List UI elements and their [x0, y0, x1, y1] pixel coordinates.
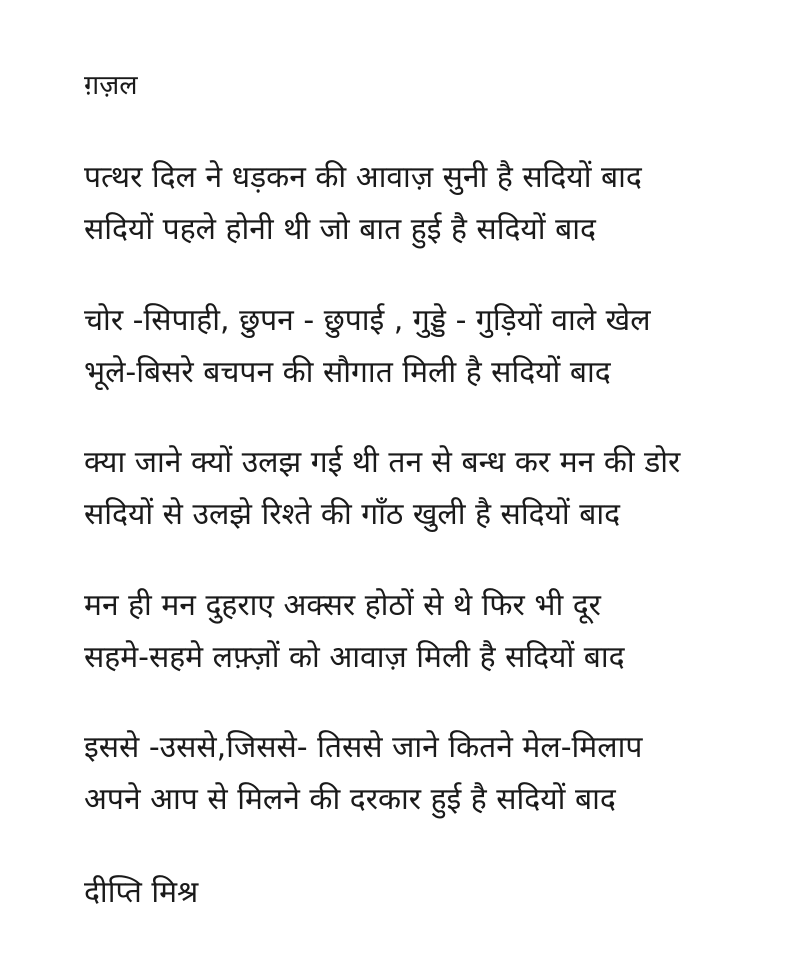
stanza-2-line-1: चोर -सिपाही, छुपन - छुपाई , गुड्डे - गुड़ियों वाले खेल	[84, 303, 651, 338]
stanza-5-line-1: इससे -उससे,जिससे- तिससे जाने कितने मेल-मिलाप	[84, 730, 643, 765]
poem-author: दीप्ति मिश्र	[84, 875, 199, 910]
stanza-2-line-2: भूले-बिसरे बचपन की सौगात मिली है सदियों बाद	[84, 355, 611, 390]
stanza-1-line-1: पत्थर दिल ने धड़कन की आवाज़ सुनी है सदियों बाद	[84, 160, 642, 195]
poem-title: ग़ज़ल	[84, 70, 138, 101]
stanza-4	[84, 580, 774, 684]
stanza-1	[84, 152, 774, 256]
stanza-5	[84, 722, 774, 826]
stanza-4-line-2: सहमे-सहमे लफ़्ज़ों को आवाज़ मिली है सदियों बाद	[84, 640, 625, 675]
stanza-3-line-1: क्या जाने क्यों उलझ गई थी तन से बन्ध कर मन की डोर	[84, 445, 681, 480]
stanza-2	[84, 295, 774, 399]
stanza-4-line-1: मन ही मन दुहराए अक्सर होठों से थे फिर भी दूर	[84, 588, 601, 623]
stanza-3	[84, 437, 774, 541]
stanza-1-line-2: सदियों पहले होनी थी जो बात हुई है सदियों बाद	[84, 212, 596, 247]
stanza-3-line-2: सदियों से उलझे रिश्ते की गाँठ खुली है सदियों बाद	[84, 497, 621, 532]
stanza-5-line-2: अपने आप से मिलने की दरकार हुई है सदियों बाद	[84, 782, 616, 817]
